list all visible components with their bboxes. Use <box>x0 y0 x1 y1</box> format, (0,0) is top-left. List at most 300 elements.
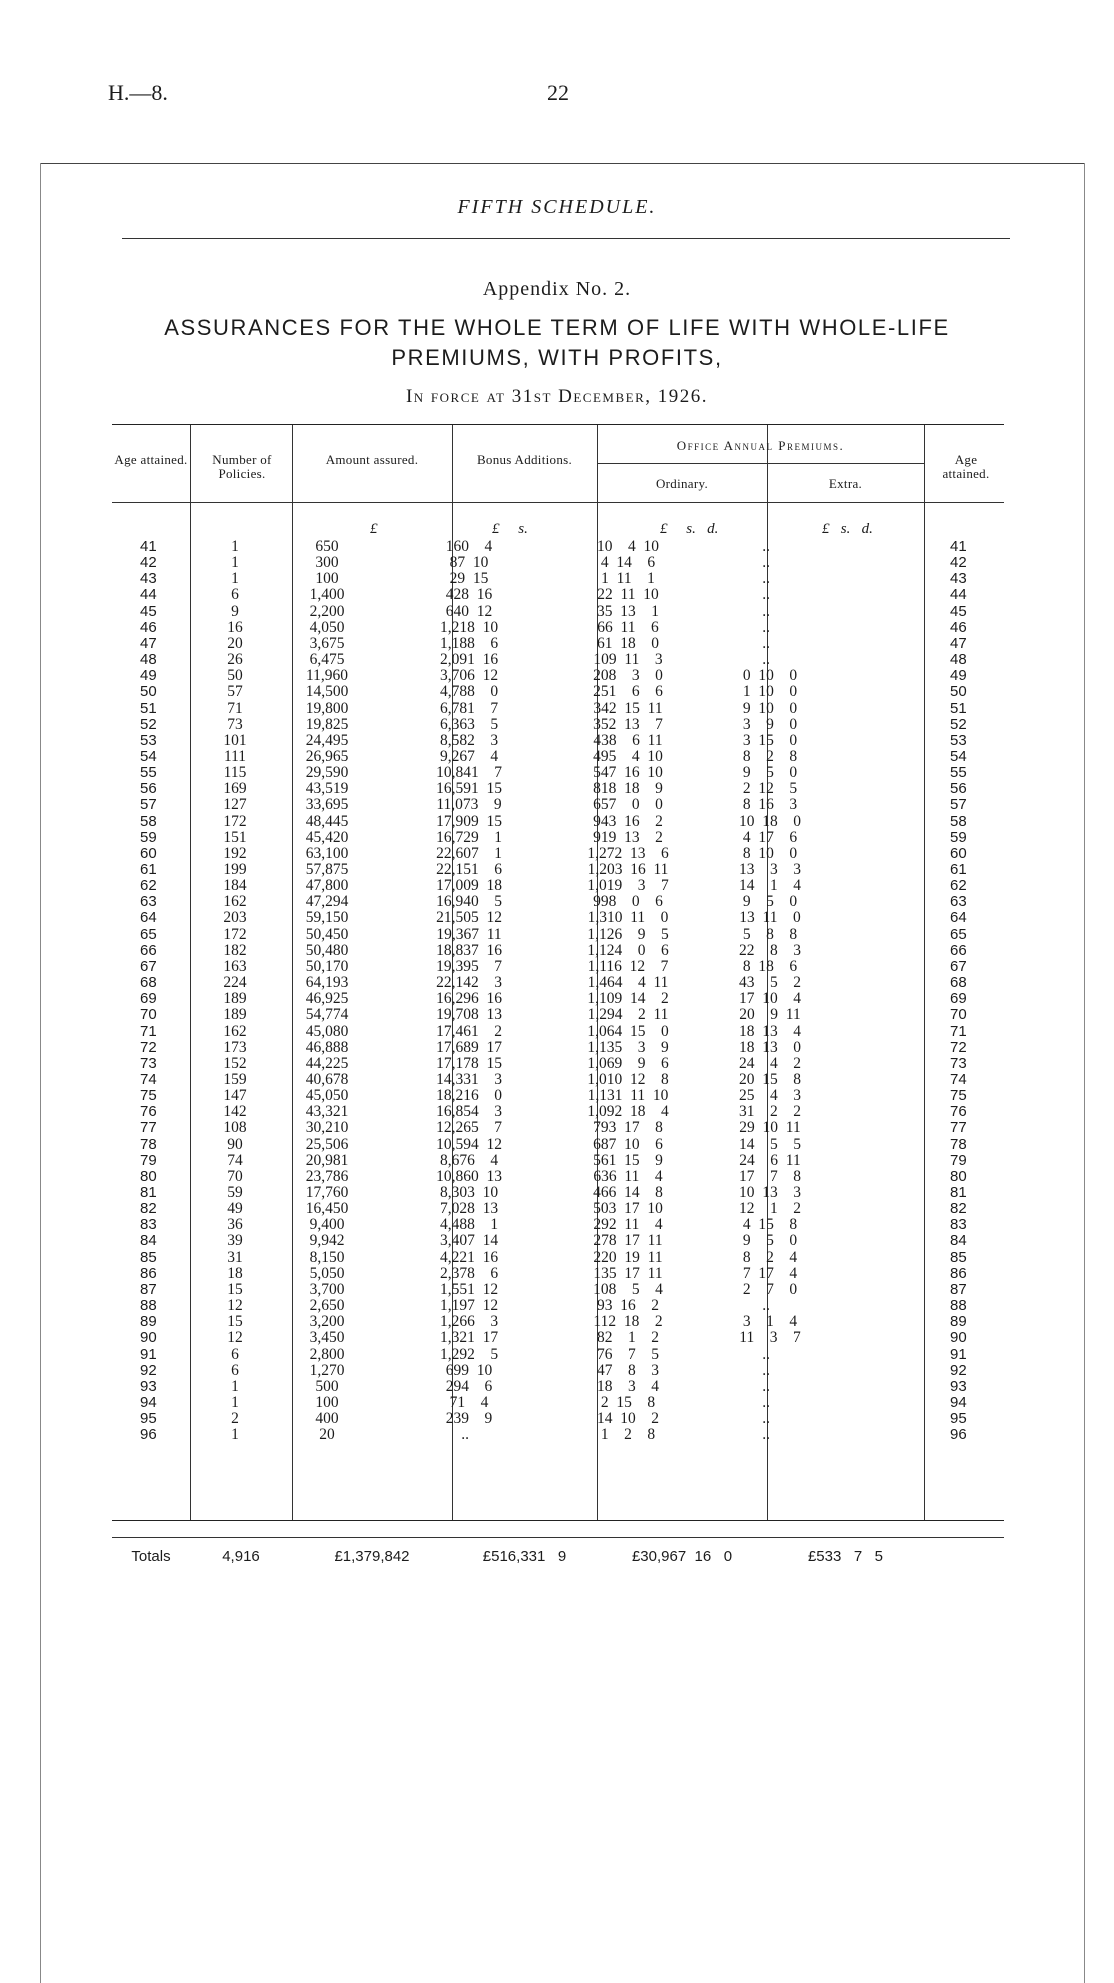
row-amount: 4,050 <box>309 618 345 636</box>
table-row <box>112 604 1004 620</box>
table-row <box>112 846 1004 862</box>
row-age: 77 <box>140 1119 157 1137</box>
row-extra: .. <box>762 602 778 620</box>
row-age-right: 45 <box>950 602 967 620</box>
row-age-right: 55 <box>950 764 967 782</box>
row-ordinary: 1,092 18 4 <box>587 1103 669 1121</box>
table-row <box>112 765 1004 781</box>
row-extra: 8 10 0 <box>742 844 798 862</box>
row-bonus: 16,940 5 <box>436 893 502 911</box>
table-row <box>112 1233 1004 1249</box>
col-age-right-heading: Age attained. <box>942 452 990 481</box>
row-age-right: 79 <box>950 1151 967 1169</box>
row-bonus: 18,216 0 <box>436 1087 502 1105</box>
row-policies: 1 <box>231 1393 239 1411</box>
row-policies: 39 <box>227 1232 243 1250</box>
row-amount: 50,480 <box>305 941 349 959</box>
row-extra: 9 5 0 <box>742 1232 798 1250</box>
row-extra: 5 8 8 <box>742 925 798 943</box>
row-ordinary: 793 17 8 <box>593 1119 663 1137</box>
row-bonus: 17,178 15 <box>436 1054 502 1072</box>
row-bonus: 2,091 16 <box>439 651 499 669</box>
row-amount: 400 <box>315 1410 339 1428</box>
row-amount: 2,200 <box>309 602 345 620</box>
row-ordinary: 943 16 2 <box>593 812 663 830</box>
row-age: 81 <box>140 1184 157 1201</box>
unit-bonus: £ s. <box>492 521 528 537</box>
row-age: 87 <box>140 1280 157 1298</box>
row-extra: 9 5 0 <box>742 893 798 911</box>
row-amount: 30,210 <box>305 1119 349 1137</box>
row-age: 76 <box>140 1103 157 1121</box>
row-policies: 71 <box>227 699 243 717</box>
table-row <box>112 1379 1004 1395</box>
row-age-right: 53 <box>950 731 967 749</box>
row-amount: 44,225 <box>305 1054 349 1072</box>
row-age: 68 <box>140 974 157 992</box>
row-amount: 650 <box>315 538 339 555</box>
row-ordinary: 14 10 2 <box>597 1410 659 1428</box>
table-row <box>112 943 1004 959</box>
table-row <box>112 1395 1004 1411</box>
row-bonus: 699 10 <box>445 1361 493 1379</box>
row-policies: 31 <box>227 1248 243 1266</box>
table-row <box>112 1298 1004 1314</box>
row-age-right: 54 <box>950 747 967 765</box>
row-policies: 111 <box>223 747 247 765</box>
row-bonus: 17,909 15 <box>436 812 502 830</box>
row-bonus: 10,841 7 <box>436 764 502 782</box>
row-age: 73 <box>140 1054 157 1072</box>
row-age-right: 51 <box>950 699 967 717</box>
row-amount: 29,590 <box>305 764 349 782</box>
row-policies: 36 <box>227 1216 243 1234</box>
row-amount: 3,450 <box>309 1329 345 1347</box>
unit-amount: £ <box>370 521 378 537</box>
row-age: 57 <box>140 796 157 814</box>
row-extra: 14 5 5 <box>739 1135 801 1153</box>
row-age-right: 58 <box>950 812 967 830</box>
totals-row <box>112 1542 1004 1568</box>
row-bonus: 16,854 3 <box>436 1103 502 1121</box>
row-policies: 1 <box>231 1377 239 1395</box>
row-age-right: 72 <box>950 1038 967 1056</box>
page-number: 22 <box>547 80 569 105</box>
row-policies: 152 <box>223 1054 247 1072</box>
row-policies: 9 <box>231 602 239 620</box>
row-age: 91 <box>140 1345 157 1363</box>
row-amount: 47,294 <box>305 893 349 911</box>
row-bonus: 11,073 9 <box>436 796 502 814</box>
row-age-right: 96 <box>950 1426 967 1444</box>
row-extra: 13 3 3 <box>739 861 801 878</box>
row-policies: 20 <box>227 634 243 652</box>
row-policies: 6 <box>231 1361 239 1379</box>
row-ordinary: 18 3 4 <box>597 1377 659 1395</box>
row-bonus: 6,781 7 <box>439 699 499 717</box>
table-row <box>112 1072 1004 1088</box>
row-age-right: 74 <box>950 1070 967 1088</box>
row-amount: 20,981 <box>305 1151 349 1169</box>
table-row <box>112 1250 1004 1266</box>
row-bonus: 1,292 5 <box>439 1345 499 1363</box>
row-amount: 40,678 <box>305 1070 349 1088</box>
row-extra: 12 1 2 <box>739 1200 801 1218</box>
row-amount: 8,150 <box>309 1248 345 1266</box>
row-ordinary: 561 15 9 <box>593 1151 663 1169</box>
row-ordinary: 2 15 8 <box>600 1393 656 1411</box>
row-extra: .. <box>762 1297 778 1315</box>
row-amount: 300 <box>315 554 339 572</box>
col-office-premiums-heading: Office Annual Premiums. <box>676 438 845 453</box>
row-extra: 18 13 4 <box>739 1022 801 1040</box>
row-amount: 26,965 <box>305 747 349 765</box>
row-bonus: 19,367 11 <box>436 925 502 943</box>
row-bonus: 1,321 17 <box>439 1329 499 1347</box>
row-extra: 2 12 5 <box>742 780 798 798</box>
row-age: 48 <box>140 651 157 669</box>
table-row <box>112 797 1004 813</box>
table-row <box>112 1427 1004 1443</box>
row-policies: 2 <box>231 1410 239 1428</box>
row-amount: 9,942 <box>309 1232 345 1250</box>
row-ordinary: 76 7 5 <box>597 1345 659 1363</box>
row-extra: 9 5 0 <box>742 764 798 782</box>
row-age-right: 43 <box>950 570 967 588</box>
totals-amount: £1,379,842 <box>334 1548 410 1565</box>
row-age: 80 <box>140 1167 157 1185</box>
row-age-right: 92 <box>950 1361 967 1379</box>
row-policies: 12 <box>227 1329 243 1347</box>
table-row <box>112 539 1004 555</box>
row-age: 83 <box>140 1216 157 1234</box>
row-age-right: 89 <box>950 1313 967 1331</box>
table-row <box>112 927 1004 943</box>
row-age-right: 65 <box>950 925 967 943</box>
table-row <box>112 975 1004 991</box>
row-policies: 15 <box>227 1313 243 1331</box>
table-row <box>112 684 1004 700</box>
row-policies: 115 <box>223 764 247 782</box>
row-bonus: 1,551 12 <box>439 1280 499 1298</box>
row-ordinary: 342 15 11 <box>593 699 663 717</box>
row-amount: 50,450 <box>305 925 349 943</box>
row-amount: 45,050 <box>305 1087 349 1105</box>
row-ordinary: 1,116 12 7 <box>587 957 669 975</box>
row-age-right: 86 <box>950 1264 967 1282</box>
row-policies: 142 <box>223 1103 247 1121</box>
table-row <box>112 1347 1004 1363</box>
row-age: 70 <box>140 1006 157 1024</box>
row-bonus: 428 16 <box>445 586 493 604</box>
row-policies: 90 <box>227 1135 243 1153</box>
row-age-right: 93 <box>950 1377 967 1395</box>
row-policies: 189 <box>223 1006 247 1024</box>
frame-rule-right <box>1084 163 1085 1983</box>
totals-ordinary: £30,967 16 0 <box>631 1548 733 1565</box>
row-age-right: 91 <box>950 1345 967 1363</box>
row-age-right: 59 <box>950 828 967 846</box>
row-age-right: 44 <box>950 586 967 604</box>
row-ordinary: 35 13 1 <box>597 602 659 620</box>
row-bonus: 14,331 3 <box>436 1070 502 1088</box>
row-bonus: 1,188 6 <box>439 634 499 652</box>
row-extra: 24 4 2 <box>739 1054 801 1072</box>
row-policies: 151 <box>223 828 247 846</box>
row-ordinary: 818 18 9 <box>593 780 663 798</box>
row-extra: 3 1 4 <box>742 1313 798 1331</box>
row-extra: 17 7 8 <box>739 1167 801 1185</box>
row-policies: 12 <box>227 1297 243 1315</box>
row-age: 64 <box>140 909 157 927</box>
table-row <box>112 894 1004 910</box>
row-policies: 199 <box>223 861 247 878</box>
row-age: 42 <box>140 554 157 572</box>
row-amount: 14,500 <box>305 683 349 701</box>
row-extra: .. <box>762 1410 778 1428</box>
row-extra: 2 7 0 <box>742 1280 798 1298</box>
col-ordinary-heading: Ordinary. <box>655 476 709 491</box>
row-policies: 127 <box>223 796 247 814</box>
row-bonus: 294 6 <box>445 1377 493 1395</box>
row-bonus: 10,860 13 <box>436 1167 502 1185</box>
row-age: 55 <box>140 764 157 782</box>
row-age-right: 41 <box>950 538 967 555</box>
row-extra: 3 9 0 <box>742 715 798 733</box>
row-bonus: 16,591 15 <box>436 780 502 798</box>
row-policies: 173 <box>223 1038 247 1056</box>
row-age: 86 <box>140 1264 157 1282</box>
col-amount-heading: Amount assured. <box>325 452 419 467</box>
row-amount: 48,445 <box>305 812 349 830</box>
unit-extra: £ s. d. <box>822 521 873 537</box>
row-bonus: 2,378 6 <box>439 1264 499 1282</box>
row-age: 79 <box>140 1151 157 1169</box>
table-row <box>112 1104 1004 1120</box>
row-age-right: 76 <box>950 1103 967 1121</box>
row-policies: 147 <box>223 1087 247 1105</box>
row-bonus: 1,266 3 <box>439 1313 499 1331</box>
row-bonus: 16,296 16 <box>436 990 502 1008</box>
row-bonus: 17,009 18 <box>436 877 502 895</box>
row-bonus: 22,607 1 <box>436 844 502 862</box>
row-ordinary: 466 14 8 <box>593 1184 663 1201</box>
row-ordinary: 112 18 2 <box>593 1313 663 1331</box>
frame-rule-top <box>40 163 1085 164</box>
table-row <box>112 668 1004 684</box>
row-age: 89 <box>140 1313 157 1331</box>
table-row <box>112 1201 1004 1217</box>
row-bonus: 3,407 14 <box>439 1232 499 1250</box>
table-row <box>112 814 1004 830</box>
row-ordinary: 1,069 9 6 <box>587 1054 669 1072</box>
title-rule <box>122 238 1010 239</box>
schedule-title: FIFTH SCHEDULE. <box>457 196 657 218</box>
table-row <box>112 991 1004 1007</box>
row-extra: .. <box>762 1426 778 1444</box>
row-extra: .. <box>762 651 778 669</box>
row-age-right: 95 <box>950 1410 967 1428</box>
row-age-right: 68 <box>950 974 967 992</box>
table-row <box>112 781 1004 797</box>
row-age: 84 <box>140 1232 157 1250</box>
row-ordinary: 109 11 3 <box>593 651 663 669</box>
row-bonus: 19,708 13 <box>436 1006 502 1024</box>
row-amount: 45,420 <box>305 828 349 846</box>
row-age: 47 <box>140 634 157 652</box>
row-amount: 2,800 <box>309 1345 345 1363</box>
row-age-right: 48 <box>950 651 967 669</box>
row-policies: 6 <box>231 1345 239 1363</box>
row-age: 50 <box>140 683 157 701</box>
row-policies: 163 <box>223 957 247 975</box>
row-extra: 22 8 3 <box>739 941 801 959</box>
row-amount: 1,400 <box>309 586 345 604</box>
row-ordinary: 1,203 16 11 <box>587 861 669 878</box>
table-title-line-1: ASSURANCES FOR THE WHOLE TERM OF LIFE WITH WHOLE-LIFE <box>164 315 950 340</box>
row-policies: 192 <box>223 844 247 862</box>
row-policies: 169 <box>223 780 247 798</box>
row-extra: 20 15 8 <box>739 1070 801 1088</box>
row-amount: 9,400 <box>309 1216 345 1234</box>
row-ordinary: 438 6 11 <box>593 731 663 749</box>
row-age-right: 83 <box>950 1216 967 1234</box>
row-amount: 6,475 <box>309 651 345 669</box>
row-ordinary: 66 11 6 <box>597 618 659 636</box>
table-row <box>112 1120 1004 1136</box>
row-extra: 10 13 3 <box>739 1184 801 1201</box>
table-row <box>112 1411 1004 1427</box>
row-ordinary: 687 10 6 <box>593 1135 663 1153</box>
row-ordinary: 1,131 11 10 <box>587 1087 669 1105</box>
row-policies: 1 <box>231 538 239 555</box>
table-row <box>112 910 1004 926</box>
row-ordinary: 1,126 9 5 <box>587 925 669 943</box>
row-age: 96 <box>140 1426 157 1444</box>
table-row <box>112 830 1004 846</box>
row-age-right: 47 <box>950 634 967 652</box>
row-bonus: 6,363 5 <box>439 715 499 733</box>
row-ordinary: 1 2 8 <box>600 1426 656 1444</box>
row-amount: 19,825 <box>305 715 349 733</box>
row-age: 90 <box>140 1329 157 1347</box>
row-amount: 63,100 <box>305 844 349 862</box>
row-age-right: 71 <box>950 1022 967 1040</box>
table-row <box>112 1282 1004 1298</box>
row-amount: 45,080 <box>305 1022 349 1040</box>
row-policies: 101 <box>223 731 247 749</box>
row-amount: 33,695 <box>305 796 349 814</box>
row-ordinary: 1,294 2 11 <box>587 1006 669 1024</box>
row-age: 51 <box>140 699 157 717</box>
row-ordinary: 22 11 10 <box>597 586 659 604</box>
row-age-right: 42 <box>950 554 967 572</box>
row-bonus: 8,676 4 <box>439 1151 499 1169</box>
row-ordinary: 636 11 4 <box>593 1167 663 1185</box>
row-ordinary: 220 19 11 <box>593 1248 663 1266</box>
table-row <box>112 1363 1004 1379</box>
table-row <box>112 1185 1004 1201</box>
row-extra: 13 11 0 <box>739 909 801 927</box>
row-ordinary: 1,135 3 9 <box>587 1038 669 1056</box>
row-bonus: 18,837 16 <box>436 941 502 959</box>
row-extra: .. <box>762 1377 778 1395</box>
row-age-right: 88 <box>950 1297 967 1315</box>
row-age: 49 <box>140 667 157 685</box>
row-policies: 162 <box>223 1022 247 1040</box>
table-row <box>112 733 1004 749</box>
table-subtitle: In force at 31st December, 1926. <box>405 386 709 407</box>
row-age: 95 <box>140 1410 157 1428</box>
row-extra: 3 15 0 <box>742 731 798 749</box>
row-policies: 6 <box>231 586 239 604</box>
row-age-right: 50 <box>950 683 967 701</box>
row-amount: 3,700 <box>309 1280 345 1298</box>
row-age-right: 85 <box>950 1248 967 1266</box>
row-extra: 8 2 4 <box>742 1248 798 1266</box>
table-row <box>112 1040 1004 1056</box>
row-age-right: 87 <box>950 1280 967 1298</box>
row-extra: 4 17 6 <box>742 828 798 846</box>
row-bonus: 16,729 1 <box>436 828 502 846</box>
col-extra-heading: Extra. <box>828 476 863 491</box>
row-amount: 46,925 <box>305 990 349 1008</box>
totals-label: Totals <box>131 1548 171 1565</box>
row-amount: 16,450 <box>305 1200 349 1218</box>
row-ordinary: 93 16 2 <box>597 1297 659 1315</box>
row-age: 43 <box>140 570 157 588</box>
row-extra: 43 5 2 <box>739 974 801 992</box>
row-amount: 23,786 <box>305 1167 349 1185</box>
row-policies: 74 <box>227 1151 243 1169</box>
row-bonus: 17,461 2 <box>436 1022 502 1040</box>
row-policies: 50 <box>227 667 243 685</box>
row-age-right: 67 <box>950 957 967 975</box>
row-policies: 15 <box>227 1280 243 1298</box>
row-ordinary: 547 16 10 <box>593 764 663 782</box>
row-extra: .. <box>762 1345 778 1363</box>
row-age: 61 <box>140 861 157 878</box>
row-age-right: 66 <box>950 941 967 959</box>
row-ordinary: 208 3 0 <box>593 667 663 685</box>
row-extra: 24 6 11 <box>739 1151 801 1169</box>
row-policies: 26 <box>227 651 243 669</box>
row-bonus: 10,594 12 <box>436 1135 502 1153</box>
row-bonus: 7,028 13 <box>439 1200 499 1218</box>
row-bonus: 17,689 17 <box>436 1038 502 1056</box>
row-extra: .. <box>762 1393 778 1411</box>
row-policies: 184 <box>223 877 247 895</box>
row-age: 67 <box>140 957 157 975</box>
row-ordinary: 10 4 10 <box>597 538 659 555</box>
row-policies: 16 <box>227 618 243 636</box>
row-ordinary: 919 13 2 <box>593 828 663 846</box>
row-amount: 46,888 <box>305 1038 349 1056</box>
row-ordinary: 61 18 0 <box>597 634 659 652</box>
row-age-right: 49 <box>950 667 967 685</box>
row-amount: 5,050 <box>309 1264 345 1282</box>
table-row <box>112 749 1004 765</box>
totals-rule <box>112 1537 1004 1538</box>
row-ordinary: 1,064 15 0 <box>587 1022 669 1040</box>
row-bonus: 1,197 12 <box>439 1297 499 1315</box>
row-age-right: 52 <box>950 715 967 733</box>
row-policies: 59 <box>227 1184 243 1201</box>
row-ordinary: 1,310 11 0 <box>587 909 669 927</box>
table-title <box>0 313 1114 373</box>
row-age: 71 <box>140 1022 157 1040</box>
row-bonus: 29 15 <box>449 570 489 588</box>
